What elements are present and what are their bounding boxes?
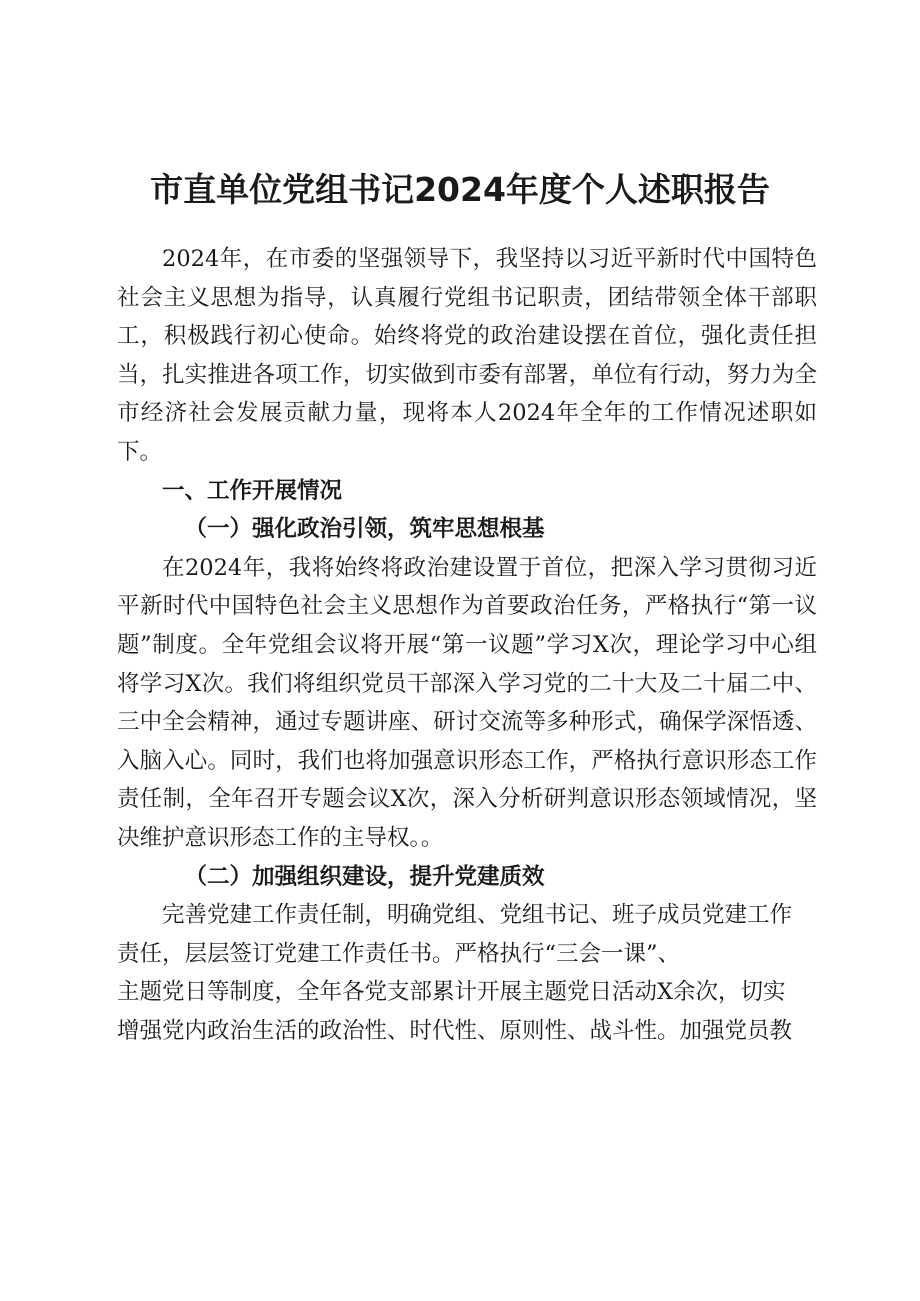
political-leadership-paragraph: 在2024年，我将始终将政治建设置于首位，把深入学习贯彻习近平新时代中国特色社会主义思想作为首要政治任务，严格执行“第一议题”制度。全年党组会议将开展“第一议题”学习X次，理论学习中心组将学习X次。我们将组织党员干部深入学习党的二十大及二十届二中、三中全会精神，通过专题讲座、研讨交流等多种形式，确保学深悟透、入脑入心。同时，我们也将加强意识形态工作，严格执行意识形态工作责任制，全年召开专题会议X次，深入分析研判意识形态领域情况，坚决维护意识形态工作的主导权。。 [117, 554, 817, 851]
document-title: 市直单位党组书记2024年度个人述职报告 [150, 170, 770, 209]
paragraph-line: 完善党建工作责任制，明确党组、党组书记、班子成员党建工作 [162, 902, 793, 929]
paragraph-line: 主题党日等制度，全年各党支部累计开展主题党日活动X余次，切实 [117, 979, 786, 1006]
intro-paragraph: 2024年，在市委的坚强领导下，我坚持以习近平新时代中国特色社会主义思想为指导，认真履行党组书记职责，团结带领全体干部职工，积极践行初心使命。始终将党的政治建设摆在首位，强化责任担当，扎实推进各项工作，切实做到市委有部署，单位有行动，努力为全市经济社会发展贡献力量，现将本人2024年全年的工作情况述职如下。 [117, 246, 817, 465]
paragraph-line: 责任，层层签订党建工作责任书。严格执行“三会一课”、 [117, 940, 681, 967]
paragraph-line: 增强党内政治生活的政治性、时代性、原则性、战斗性。加强党员教 [117, 1017, 793, 1044]
subsection-heading-political-leadership: （一）强化政治引领，筑牢思想根基 [184, 516, 545, 543]
subsection-heading-organization-building: （二）加强组织建设，提升党建质效 [184, 863, 545, 890]
organization-building-paragraph [117, 896, 817, 1050]
document-body [117, 240, 817, 1050]
section-heading-work-overview: 一、工作开展情况 [162, 477, 343, 504]
